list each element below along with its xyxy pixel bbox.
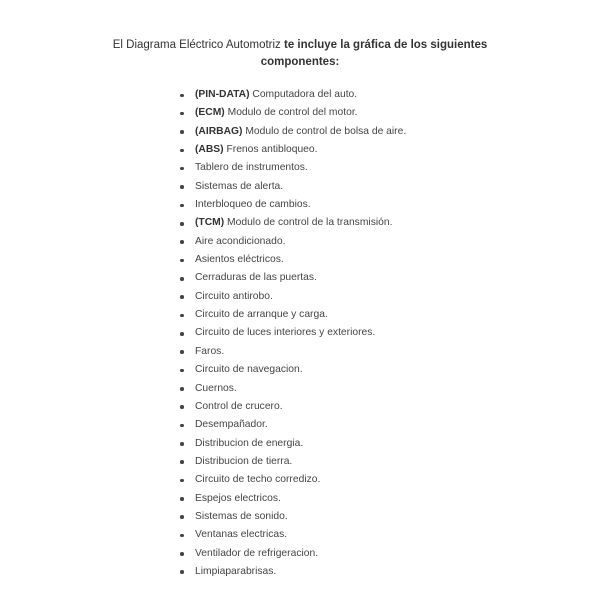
bullet-icon <box>180 314 184 318</box>
bullet-icon <box>180 130 184 134</box>
intro-heading-normal: El Diagrama Eléctrico Automotriz <box>112 39 285 51</box>
list-item-text: Cuernos. <box>195 382 237 394</box>
list-item-text: Computadora del auto. <box>249 89 358 100</box>
list-item-text: Circuito antirobo. <box>195 290 273 302</box>
list-item <box>178 214 406 232</box>
list-item-text: Ventanas electricas. <box>195 529 288 541</box>
list-item <box>178 490 406 508</box>
list-item-text: Modulo de control del motor. <box>224 107 358 119</box>
bullet-icon <box>180 94 184 98</box>
list-item-text: Circuito de luces interiores y exteriores. <box>195 327 376 339</box>
list-item <box>178 233 406 251</box>
list-item-text: Faros. <box>195 345 225 357</box>
list-item <box>178 86 406 104</box>
list-item-text: Asientos eléctricos. <box>195 254 284 266</box>
list-item-text: Distribucion de tierra. <box>195 455 293 467</box>
list-item <box>178 453 406 471</box>
list-item <box>178 123 406 141</box>
list-item-text: Frenos antibloqueo. <box>223 144 318 156</box>
list-item-text: Modulo de control de bolsa de aire. <box>242 125 407 137</box>
list-item-text: Aire acondicionado. <box>195 235 286 247</box>
list-item-text: Ventilador de refrigeracion. <box>195 547 319 559</box>
bullet-icon <box>180 259 184 263</box>
list-item <box>178 545 406 563</box>
bullet-icon <box>180 332 184 336</box>
list-item <box>178 104 406 122</box>
list-item <box>178 196 406 214</box>
list-item <box>178 178 406 196</box>
bullet-icon <box>180 515 184 519</box>
bullet-icon <box>180 387 184 391</box>
bullet-icon <box>180 112 184 116</box>
bullet-icon <box>180 369 184 373</box>
intro-heading <box>80 37 520 71</box>
list-item <box>178 269 406 287</box>
bullet-icon <box>180 442 184 446</box>
bullet-icon <box>180 479 184 483</box>
list-item <box>178 251 406 269</box>
list-item-text: Sistemas de alerta. <box>195 180 284 192</box>
component-list <box>178 86 406 581</box>
list-item-text: Distribucion de energia. <box>195 437 304 449</box>
list-item-text: Circuito de arranque y carga. <box>195 309 328 321</box>
list-item <box>178 416 406 434</box>
list-item-code: (AIRBAG) <box>195 125 243 137</box>
list-item <box>178 471 406 489</box>
list-item <box>178 398 406 416</box>
list-item <box>178 306 406 324</box>
list-item <box>178 435 406 453</box>
bullet-icon <box>180 277 184 281</box>
bullet-icon <box>180 405 184 409</box>
list-item-code: (TCM) <box>195 217 225 229</box>
list-item <box>178 361 406 379</box>
list-item-text: Control de crucero. <box>195 400 283 412</box>
bullet-icon <box>180 350 184 354</box>
list-item-code: (PIN-DATA) <box>195 89 250 100</box>
list-item-text: Sistemas de sonido. <box>195 510 288 522</box>
list-item <box>178 288 406 306</box>
list-item <box>178 159 406 177</box>
bullet-icon <box>180 240 184 244</box>
list-item <box>178 526 406 544</box>
list-item-text: Modulo de control de la transmisión. <box>224 217 393 229</box>
list-item <box>178 380 406 398</box>
list-item-text: Espejos electricos. <box>195 492 281 504</box>
bullet-icon <box>180 167 184 171</box>
bullet-icon <box>180 534 184 538</box>
list-item <box>178 343 406 361</box>
bullet-icon <box>180 149 184 153</box>
list-item <box>178 141 406 159</box>
list-item-text: Tablero de instrumentos. <box>195 162 308 174</box>
list-item-code: (ECM) <box>195 107 225 119</box>
bullet-icon <box>180 185 184 189</box>
bullet-icon <box>180 295 184 299</box>
intro-heading-bold: te incluye la gráfica de los siguientes componentes: <box>260 39 488 68</box>
bullet-icon <box>180 222 184 226</box>
bullet-icon <box>180 570 184 574</box>
bullet-icon <box>180 552 184 556</box>
list-item-code: (ABS) <box>195 144 224 156</box>
list-item-text: Circuito de navegacion. <box>195 364 303 376</box>
list-item-text: Limpiaparabrisas. <box>195 565 277 577</box>
list-item-text: Cerraduras de las puertas. <box>195 272 317 284</box>
bullet-icon <box>180 424 184 428</box>
list-item <box>178 563 406 581</box>
list-item-text: Circuito de techo corredizo. <box>195 474 321 486</box>
bullet-icon <box>180 460 184 464</box>
list-item <box>178 324 406 342</box>
bullet-icon <box>180 497 184 501</box>
list-item-text: Interbloqueo de cambios. <box>195 199 311 211</box>
list-item-text: Desempañador. <box>195 419 268 431</box>
bullet-icon <box>180 204 184 208</box>
list-item <box>178 508 406 526</box>
